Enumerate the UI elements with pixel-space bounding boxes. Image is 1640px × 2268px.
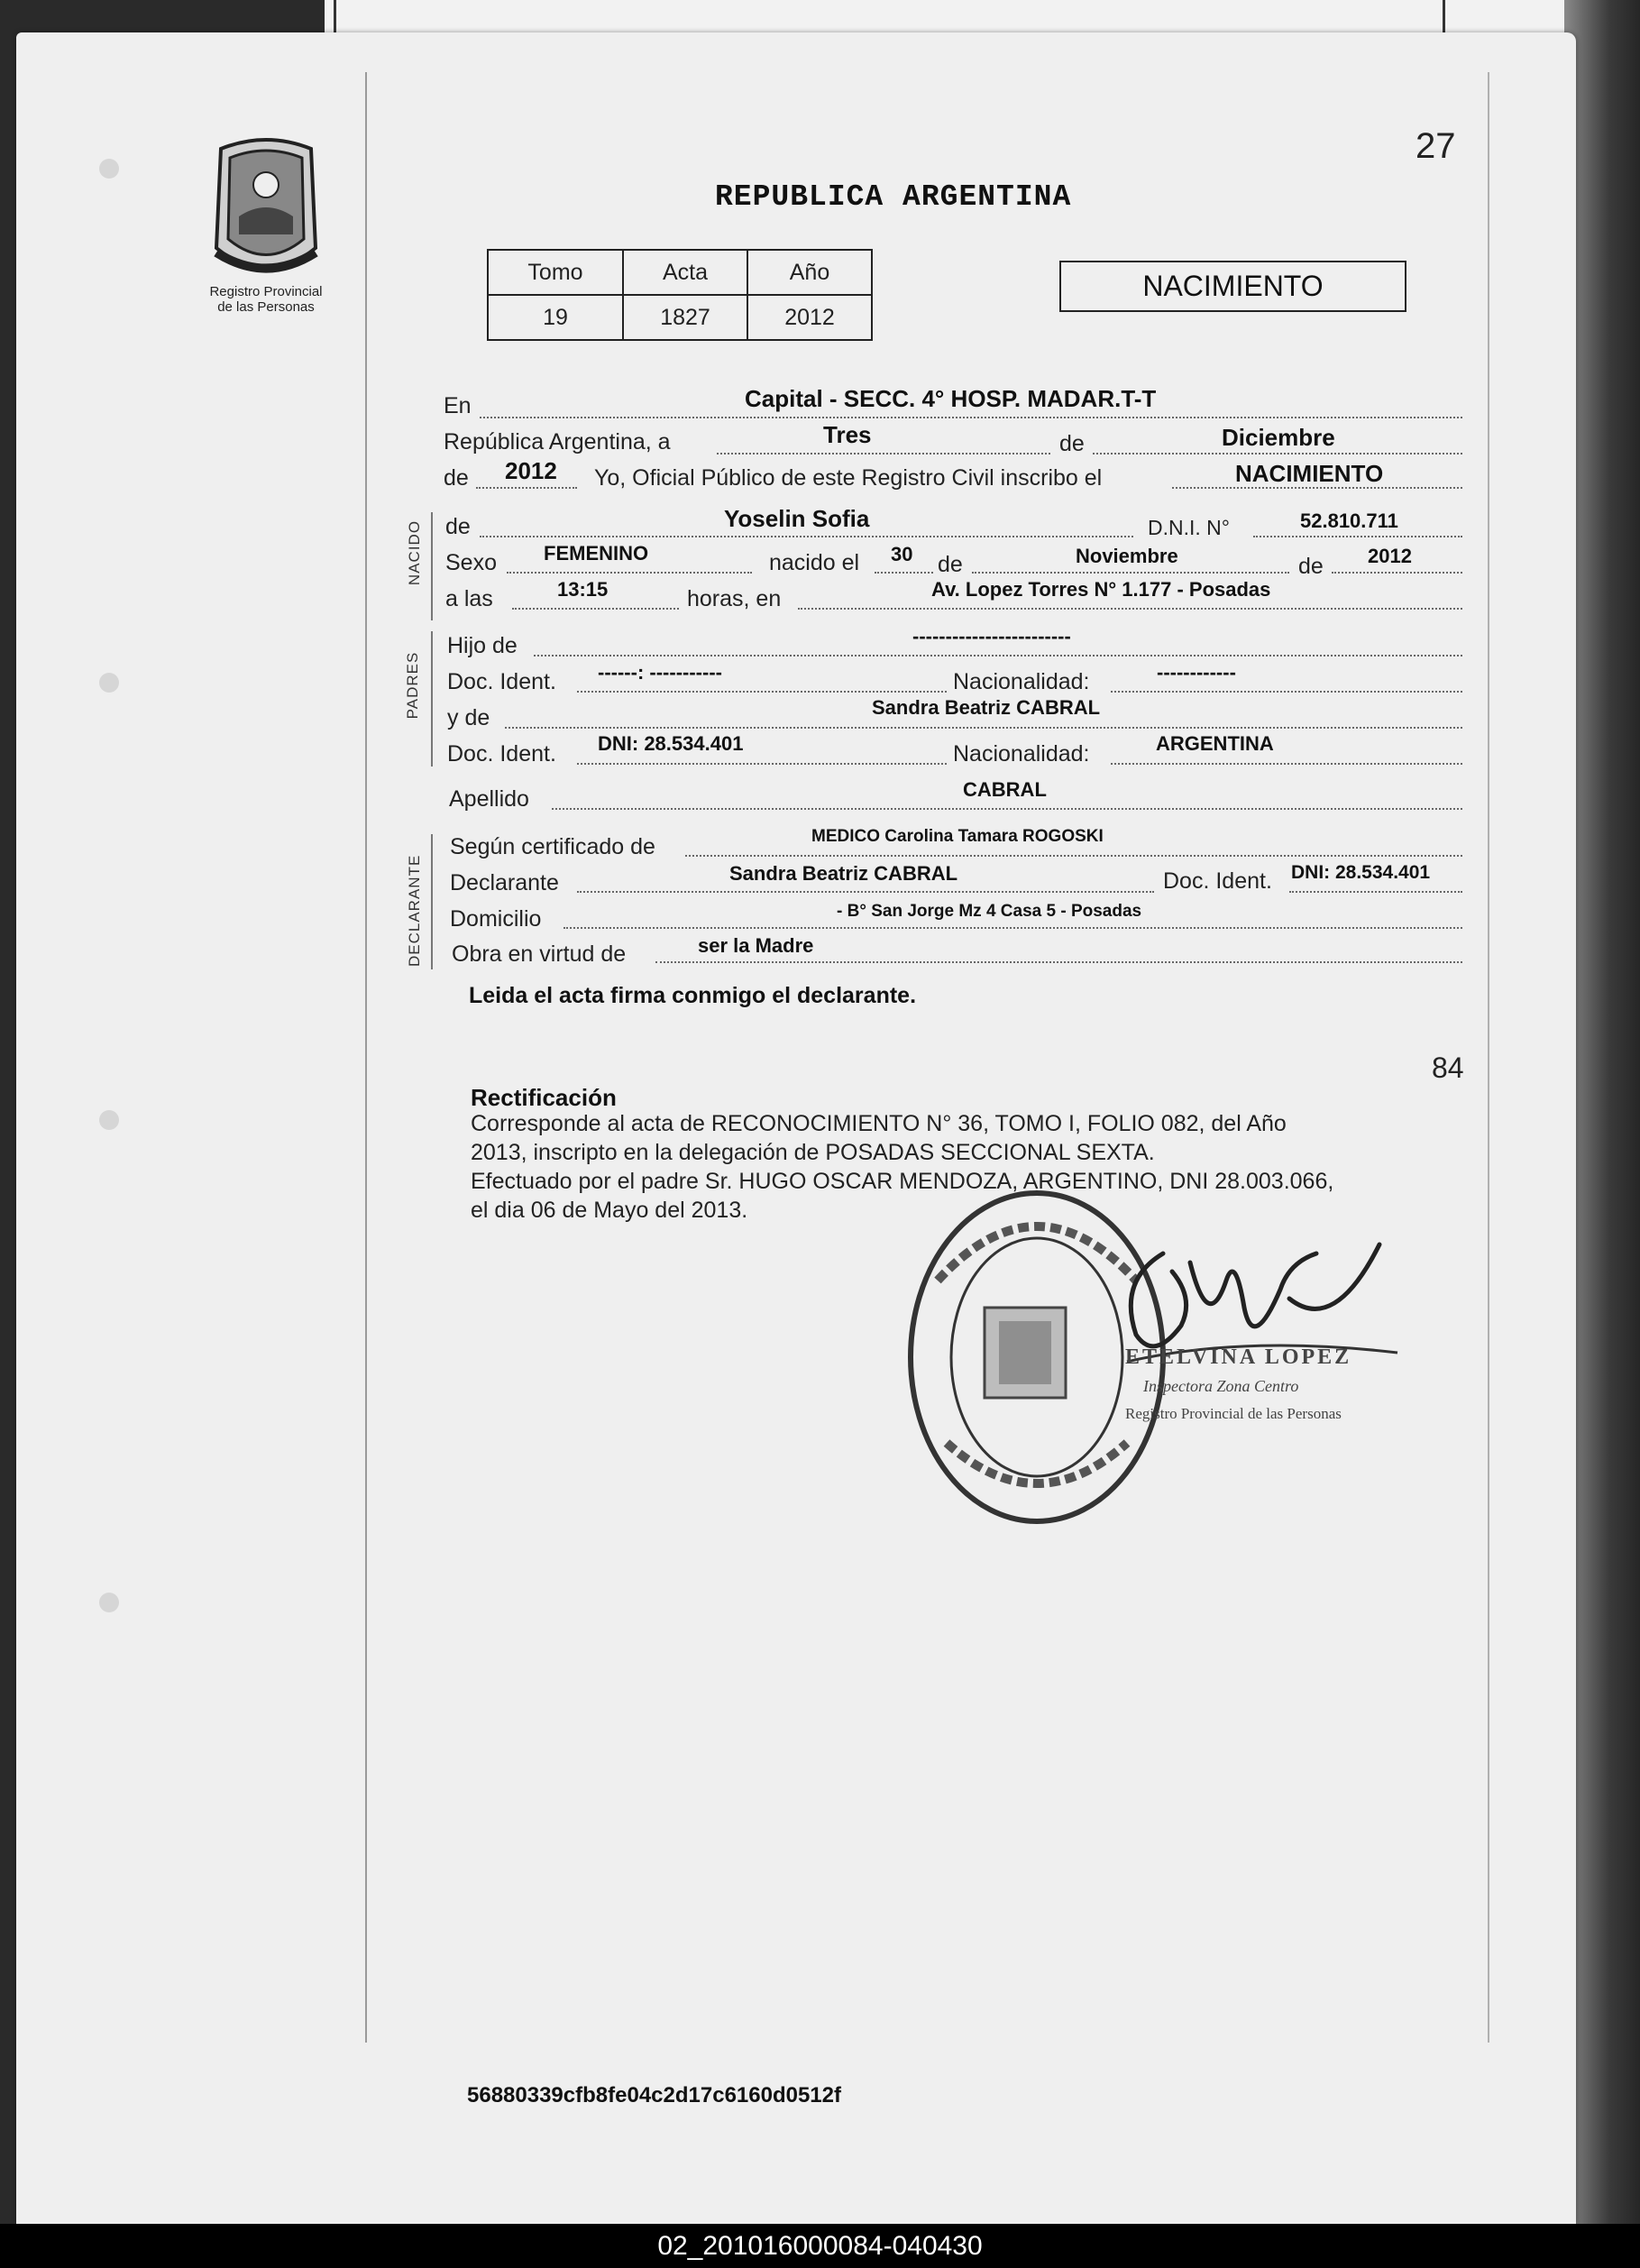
child-name-value: Yoselin Sofia xyxy=(724,505,870,532)
dotted-line xyxy=(1111,763,1462,765)
de-label-2: de xyxy=(444,465,469,491)
dotted-line xyxy=(577,891,1154,893)
registry-logo xyxy=(180,131,352,315)
declarante-label: Declarante xyxy=(450,870,559,895)
file-id-bar: 02_201016000084-040430 xyxy=(0,2224,1640,2268)
closing-statement: Leida el acta firma conmigo el declarante. xyxy=(469,983,917,1008)
sexo-value: FEMENINO xyxy=(544,542,649,565)
province-seal-icon xyxy=(203,131,329,284)
day-value: Tres xyxy=(823,421,872,448)
section-divider xyxy=(431,631,433,767)
dotted-line xyxy=(505,727,1462,729)
punch-hole xyxy=(99,159,119,179)
form-frame xyxy=(365,72,1489,2043)
apellido-label: Apellido xyxy=(449,786,529,812)
birth-month-value: Noviembre xyxy=(1076,545,1178,567)
folio-number: 84 xyxy=(1432,1051,1464,1084)
domicile-value: - B° San Jorge Mz 4 Casa 5 - Posadas xyxy=(837,902,1142,921)
dotted-line xyxy=(1111,691,1462,693)
signatory-role: Inspectora Zona Centro xyxy=(1143,1377,1299,1395)
declarant-doc-value: DNI: 28.534.401 xyxy=(1291,862,1431,883)
birth-place-value: Av. Lopez Torres N° 1.177 - Posadas xyxy=(931,578,1271,601)
logo-caption: Registro Provincial xyxy=(209,284,323,299)
page-title: REPUBLICA ARGENTINA xyxy=(715,180,1072,214)
nacido-section-label: NACIDO xyxy=(406,519,423,586)
dotted-line xyxy=(480,536,1133,537)
punch-hole xyxy=(99,1110,119,1130)
father-doc-value: ------: ----------- xyxy=(598,661,722,684)
padres-section-label: PADRES xyxy=(404,651,421,720)
year-value: 2012 xyxy=(505,457,557,484)
child-dni-value: 52.810.711 xyxy=(1300,510,1398,532)
father-value: ------------------------ xyxy=(912,625,1071,647)
record-type-box: NACIMIENTO xyxy=(1059,261,1406,312)
rectificacion-line: Corresponde al acta de RECONOCIMIENTO N° 36, TOMO I, FOLIO 082, del Año xyxy=(471,1111,1287,1136)
yde-label: y de xyxy=(447,705,490,730)
apellido-value: CABRAL xyxy=(963,778,1047,801)
rectificacion-line: Efectuado por el padre Sr. HUGO OSCAR MENDOZA, ARGENTINO, DNI 28.003.066, xyxy=(471,1169,1334,1194)
dotted-line xyxy=(563,927,1462,929)
nacionalidad-label: Nacionalidad: xyxy=(953,741,1090,767)
signatory-name: ETELVINA LOPEZ xyxy=(1125,1345,1352,1369)
register-table xyxy=(487,249,873,341)
mother-doc-value: DNI: 28.534.401 xyxy=(598,732,744,755)
rectificacion-line: el dia 06 de Mayo del 2013. xyxy=(471,1198,748,1223)
en-label: En xyxy=(444,393,472,418)
segun-label: Según certificado de xyxy=(450,834,655,859)
acta-header: Acta xyxy=(623,250,747,295)
declarant-value: Sandra Beatriz CABRAL xyxy=(729,862,958,885)
hijo-label: Hijo de xyxy=(447,633,518,658)
nacido-el-label: nacido el xyxy=(769,550,860,575)
obra-value: ser la Madre xyxy=(698,934,814,957)
acta-value: 1827 xyxy=(623,295,747,340)
place-value: Capital - SECC. 4° HOSP. MADAR.T-T xyxy=(745,385,1157,412)
dotted-line xyxy=(972,572,1289,574)
doc-label: Doc. Ident. xyxy=(447,669,556,694)
anio-header: Año xyxy=(747,250,872,295)
dotted-line xyxy=(717,453,1050,455)
dotted-line xyxy=(476,487,577,489)
doc-label: Doc. Ident. xyxy=(447,741,556,767)
punch-hole xyxy=(99,1593,119,1612)
section-divider xyxy=(431,512,433,620)
dotted-line xyxy=(1253,536,1462,537)
de-label: de xyxy=(938,552,963,577)
dotted-line xyxy=(685,855,1462,857)
dotted-line xyxy=(512,608,679,610)
nacionalidad-label: Nacionalidad: xyxy=(953,669,1090,694)
logo-caption: de las Personas xyxy=(217,299,315,315)
mother-nationality-value: ARGENTINA xyxy=(1156,732,1274,755)
father-nationality-value: ------------ xyxy=(1157,661,1236,684)
page-number: 27 xyxy=(1416,126,1456,166)
rectificacion-line: 2013, inscripto en la delegación de POSADAS SECCIONAL SEXTA. xyxy=(471,1140,1155,1165)
rectificacion-title: Rectificación xyxy=(471,1084,617,1111)
obra-label: Obra en virtud de xyxy=(452,941,627,967)
alas-label: a las xyxy=(445,586,493,611)
month-value: Diciembre xyxy=(1222,424,1335,451)
nacido-de-label: de xyxy=(445,514,471,539)
de-label: de xyxy=(1298,554,1324,579)
yo-label: Yo, Oficial Público de este Registro Civil inscribo el xyxy=(594,465,1103,491)
tomo-header: Tomo xyxy=(488,250,623,295)
section-divider xyxy=(431,834,433,969)
dotted-line xyxy=(1093,453,1462,455)
tomo-value: 19 xyxy=(488,295,623,340)
birth-day-value: 30 xyxy=(891,543,913,565)
dotted-line xyxy=(577,763,947,765)
underlying-sheet-mark xyxy=(334,0,336,32)
time-value: 13:15 xyxy=(557,578,609,601)
domicilio-label: Domicilio xyxy=(450,906,542,932)
sexo-label: Sexo xyxy=(445,550,497,575)
punch-hole xyxy=(99,673,119,693)
event-value: NACIMIENTO xyxy=(1235,460,1384,487)
dni-label: D.N.I. N° xyxy=(1148,516,1230,539)
document-hash: 56880339cfb8fe04c2d17c6160d0512f xyxy=(467,2083,841,2107)
dotted-line xyxy=(1332,572,1462,574)
doc-label: Doc. Ident. xyxy=(1163,868,1272,894)
dotted-line xyxy=(534,655,1462,657)
dotted-line xyxy=(655,961,1462,963)
certificate-value: MEDICO Carolina Tamara ROGOSKI xyxy=(811,827,1104,846)
dotted-line xyxy=(577,691,947,693)
dotted-line xyxy=(507,572,752,574)
declarante-section-label: DECLARANTE xyxy=(406,854,423,967)
horas-label: horas, en xyxy=(687,586,782,611)
mother-value: Sandra Beatriz CABRAL xyxy=(872,696,1101,719)
dotted-line xyxy=(552,808,1462,810)
dotted-line xyxy=(480,417,1462,418)
underlying-sheet-mark xyxy=(1443,0,1445,32)
dotted-line xyxy=(798,608,1462,610)
signatory-organization: Registro Provincial de las Personas xyxy=(1125,1405,1342,1422)
dotted-line xyxy=(1289,891,1462,893)
anio-value: 2012 xyxy=(747,295,872,340)
republica-label: República Argentina, a xyxy=(444,429,671,455)
birth-year-value: 2012 xyxy=(1368,545,1412,567)
dotted-line xyxy=(875,572,933,574)
de-label: de xyxy=(1059,431,1085,456)
